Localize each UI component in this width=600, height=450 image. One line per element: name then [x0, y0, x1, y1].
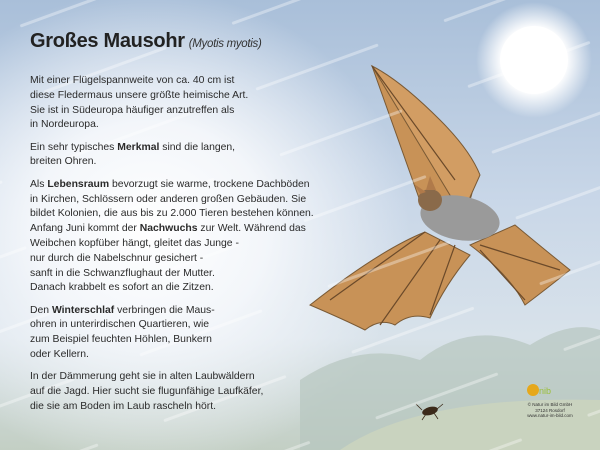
text-line: [30, 237, 314, 252]
title-latin: (Myotis myotis): [188, 38, 262, 50]
text-segment: zur Welt. Während das: [197, 223, 306, 235]
keyword: Merkmal: [117, 141, 160, 153]
keyword: Winterschlaf: [51, 304, 115, 316]
text-segment: auf die Jagd. Hier sucht sie flugunfähige Laufkäfer,: [30, 386, 264, 398]
logo-icon: [525, 380, 555, 400]
text-line: [30, 207, 314, 222]
text-line: [30, 385, 314, 400]
text-line: [30, 281, 314, 296]
text-segment: nur durch die Nabelschnur gesichert -: [30, 252, 204, 264]
paragraph: [30, 141, 314, 171]
text-segment: in Nordeuropa.: [30, 119, 99, 131]
text-segment: In der Dämmerung geht sie in alten Laubwäldern: [30, 371, 255, 383]
text-segment: breiten Ohren.: [30, 156, 97, 168]
text-segment: Weibchen kopfüber hängt, gleitet das Junge -: [30, 237, 239, 249]
text-segment: verbringen die Maus-: [114, 304, 215, 316]
credit-line: 37124 Rosdorf: [535, 407, 565, 413]
text-segment: in Kirchen, Schlössern oder anderen großen Gebäuden. Sie: [30, 193, 307, 205]
logo-text: nib: [539, 386, 552, 396]
text-segment: zum Beispiel feuchten Höhlen, Bunkern: [30, 334, 212, 346]
text-segment: Anfang Juni kommt der: [30, 223, 140, 235]
credit-line: www.natur-im-bild.com: [527, 413, 573, 418]
text-segment: Den: [30, 304, 52, 316]
text-line: [30, 252, 314, 267]
credit-line: © Natur im Bild GmbH: [527, 402, 573, 407]
text-segment: sind die langen,: [159, 141, 236, 153]
credit-block: [510, 402, 590, 419]
text-segment: ohren in unterirdischen Quartieren, wie: [30, 319, 210, 331]
text-segment: Danach krabbelt es sofort an die Zitzen.: [30, 282, 214, 294]
keyword: Nachwuchs: [139, 223, 198, 235]
text-line: [30, 318, 314, 333]
text-line: [30, 370, 314, 385]
text-line: [30, 89, 314, 104]
text-line: [30, 118, 314, 133]
text-line: [30, 333, 314, 348]
text-segment: bevorzugt sie warme, trockene Dachböden: [109, 178, 310, 190]
paragraph: [30, 370, 314, 414]
text-line: [30, 267, 314, 282]
text-line: [30, 348, 314, 363]
text-line: [30, 304, 314, 319]
text-segment: sanft in die Schwanzflughaut der Mutter.: [30, 267, 215, 279]
paragraph: [30, 178, 314, 296]
text-line: [30, 193, 314, 208]
info-text: [30, 74, 314, 422]
text-line: [30, 141, 314, 156]
page-title: [30, 30, 262, 53]
paragraph: [30, 304, 314, 363]
text-segment: die sie am Boden im Laub rascheln hört.: [30, 400, 216, 412]
text-segment: bildet Kolonien, die aus bis zu 2.000 Tieren bestehen können.: [30, 208, 314, 220]
text-line: [30, 178, 314, 193]
keyword: Lebensraum: [47, 178, 110, 190]
text-segment: Sie ist in Südeuropa häufiger anzutreffen als: [30, 104, 235, 116]
text-segment: diese Fledermaus unsere größte heimische Art.: [30, 89, 249, 101]
text-line: [30, 74, 314, 89]
text-segment: Ein sehr typisches: [30, 141, 118, 153]
text-segment: oder Kellern.: [30, 349, 89, 361]
title-main: Großes Mausohr: [30, 30, 185, 52]
text-line: [30, 222, 314, 237]
text-segment: Mit einer Flügelspannweite von ca. 40 cm ist: [30, 75, 235, 86]
text-line: [30, 400, 314, 415]
text-line: [30, 155, 314, 170]
paragraph: [30, 74, 314, 133]
text-line: [30, 104, 314, 119]
text-segment: Als: [30, 178, 48, 190]
